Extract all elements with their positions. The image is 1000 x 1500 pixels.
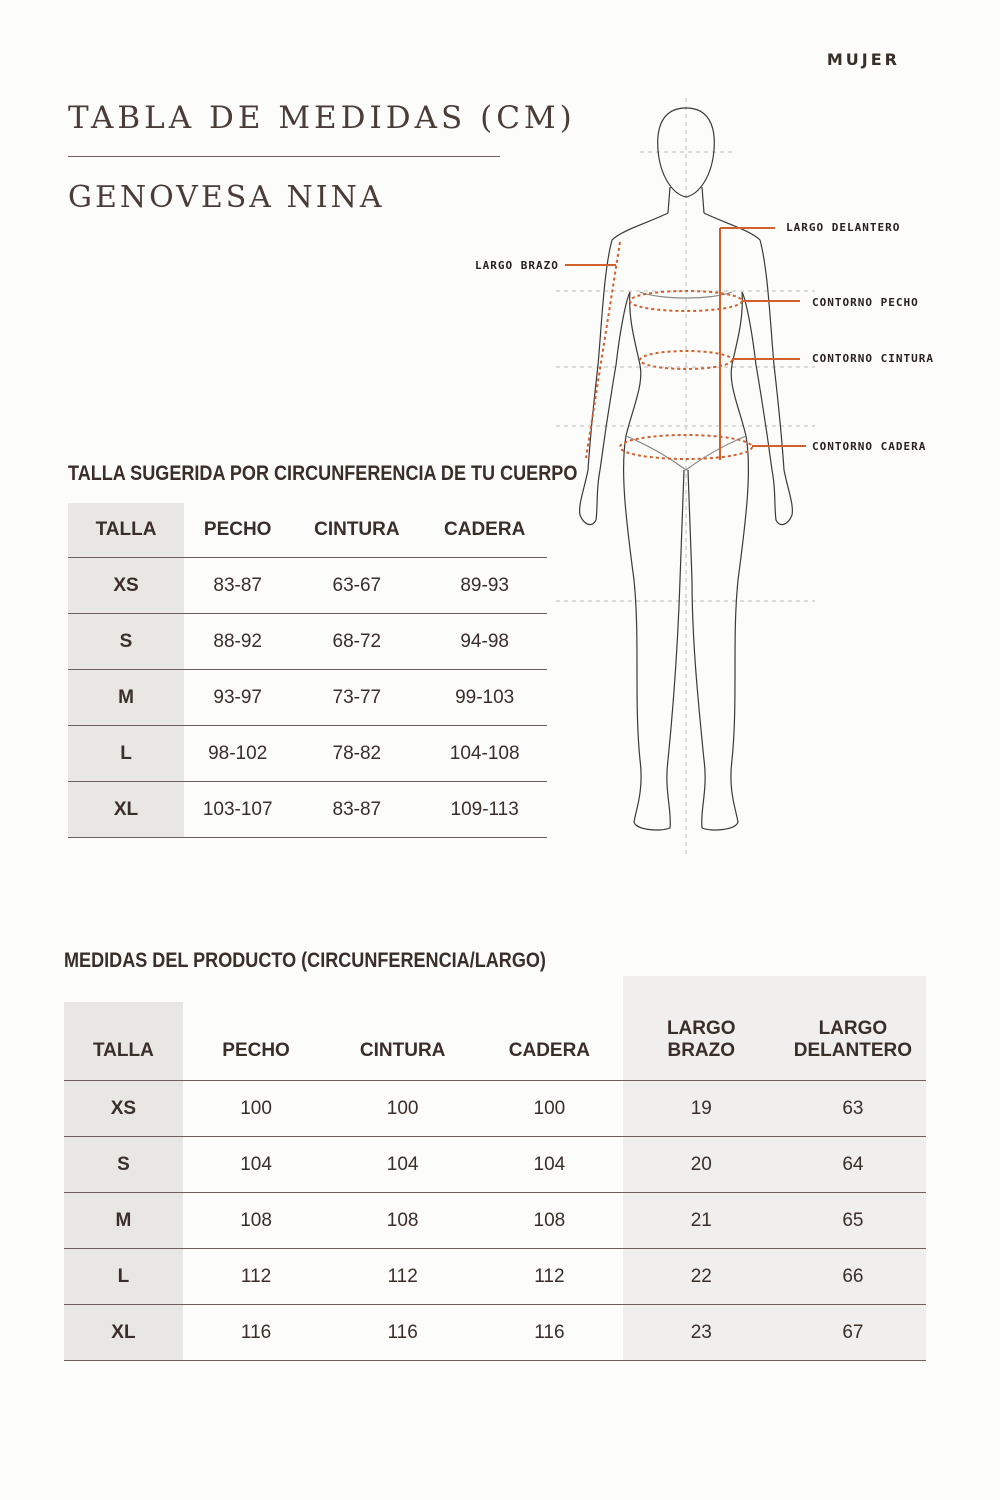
table-cell: 93-97: [184, 670, 291, 726]
size-cell: M: [64, 1193, 183, 1249]
column-header: LARGO BRAZO: [623, 976, 780, 1081]
table-cell: 88-92: [184, 614, 291, 670]
table-cell: 67: [780, 1305, 926, 1361]
product-name: GENOVESA NINA: [68, 180, 385, 215]
column-header: PECHO: [183, 976, 329, 1081]
gender-label: MUJER: [826, 50, 900, 69]
size-cell: XL: [68, 782, 184, 838]
table-header-row: [68, 503, 547, 558]
table-row: [68, 614, 547, 670]
size-cell: XS: [64, 1081, 183, 1137]
label-largo-delantero: LARGO DELANTERO: [786, 221, 901, 234]
table-row: [64, 1081, 926, 1137]
column-header: CINTURA: [291, 503, 422, 558]
table-cell: 116: [329, 1305, 476, 1361]
label-largo-brazo: LARGO BRAZO: [475, 259, 559, 272]
table-cell: 100: [476, 1081, 623, 1137]
table-cell: 98-102: [184, 726, 291, 782]
table-cell: 108: [329, 1193, 476, 1249]
table-row: [68, 726, 547, 782]
table-cell: 109-113: [422, 782, 547, 838]
size-cell: M: [68, 670, 184, 726]
table-cell: 104: [183, 1137, 329, 1193]
size-cell: L: [64, 1249, 183, 1305]
table-cell: 104-108: [422, 726, 547, 782]
table-row: [64, 1137, 926, 1193]
title-divider: [68, 156, 500, 157]
table-cell: 112: [476, 1249, 623, 1305]
table-cell: 73-77: [291, 670, 422, 726]
table-cell: 99-103: [422, 670, 547, 726]
table-cell: 23: [623, 1305, 780, 1361]
table-cell: 65: [780, 1193, 926, 1249]
column-header: CINTURA: [329, 976, 476, 1081]
table-cell: 63-67: [291, 558, 422, 614]
size-cell: XL: [64, 1305, 183, 1361]
table-cell: 22: [623, 1249, 780, 1305]
size-cell: S: [64, 1137, 183, 1193]
body-table-title: TALLA SUGERIDA POR CIRCUNFERENCIA DE TU CUERPO: [68, 462, 578, 485]
table-cell: 68-72: [291, 614, 422, 670]
table-cell: 63: [780, 1081, 926, 1137]
product-measurements-table: [64, 976, 926, 1361]
table-cell: 78-82: [291, 726, 422, 782]
table-row: [68, 558, 547, 614]
table-cell: 104: [329, 1137, 476, 1193]
column-header: LARGO DELANTERO: [780, 976, 926, 1081]
table-cell: 20: [623, 1137, 780, 1193]
label-contorno-cintura: CONTORNO CINTURA: [812, 352, 934, 365]
column-header: CADERA: [422, 503, 547, 558]
table-cell: 108: [476, 1193, 623, 1249]
body-size-table: [68, 503, 547, 838]
table-row: [64, 1305, 926, 1361]
table-cell: 64: [780, 1137, 926, 1193]
product-table-title: MEDIDAS DEL PRODUCTO (CIRCUNFERENCIA/LARGO): [64, 949, 546, 972]
label-contorno-cadera: CONTORNO CADERA: [812, 440, 927, 453]
table-row: [68, 670, 547, 726]
size-cell: S: [68, 614, 184, 670]
table-cell: 66: [780, 1249, 926, 1305]
table-cell: 116: [183, 1305, 329, 1361]
column-header: CADERA: [476, 976, 623, 1081]
table-cell: 83-87: [291, 782, 422, 838]
table-row: [64, 1249, 926, 1305]
table-cell: 94-98: [422, 614, 547, 670]
table-cell: 112: [183, 1249, 329, 1305]
guide-lines: [556, 98, 815, 855]
table-cell: 83-87: [184, 558, 291, 614]
table-header-row: [64, 976, 926, 1081]
size-cell: XS: [68, 558, 184, 614]
table-cell: 104: [476, 1137, 623, 1193]
table-cell: 103-107: [184, 782, 291, 838]
measure-marks: [565, 228, 806, 460]
column-header: TALLA: [68, 503, 184, 558]
table-cell: 89-93: [422, 558, 547, 614]
label-contorno-pecho: CONTORNO PECHO: [812, 296, 919, 309]
column-header: TALLA: [64, 976, 183, 1081]
table-row: [64, 1193, 926, 1249]
table-cell: 108: [183, 1193, 329, 1249]
table-row: [68, 782, 547, 838]
table-cell: 100: [329, 1081, 476, 1137]
table-cell: 19: [623, 1081, 780, 1137]
column-header: PECHO: [184, 503, 291, 558]
table-cell: 100: [183, 1081, 329, 1137]
table-cell: 116: [476, 1305, 623, 1361]
size-cell: L: [68, 726, 184, 782]
table-cell: 21: [623, 1193, 780, 1249]
page-title: TABLA DE MEDIDAS (CM): [68, 100, 576, 136]
table-cell: 112: [329, 1249, 476, 1305]
